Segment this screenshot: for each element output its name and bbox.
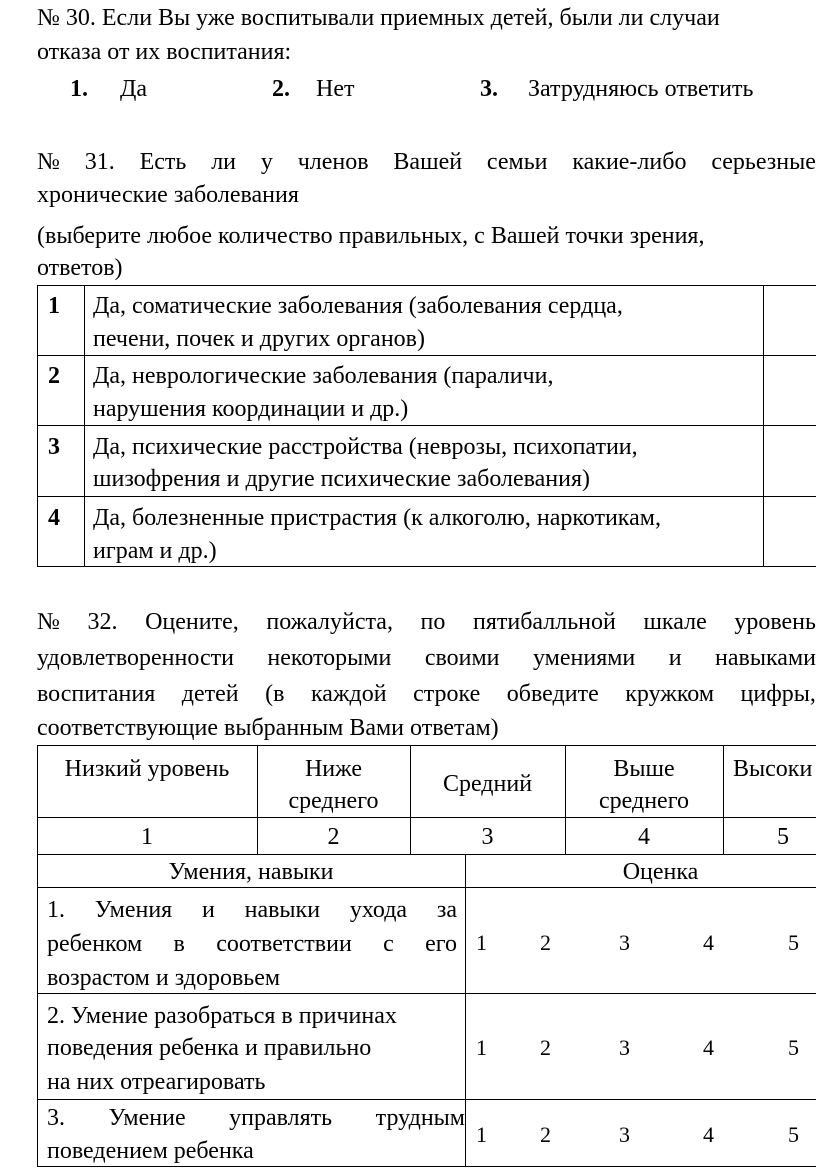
skill-word: трудным xyxy=(375,1105,465,1131)
q32-word: детей xyxy=(181,681,239,707)
scale-table-border xyxy=(37,745,816,746)
q31-row-2-text-line1: Да, неврологические заболевания (параличи, xyxy=(93,363,554,389)
q32-text-line1 xyxy=(37,610,816,634)
q31-word: членов xyxy=(297,149,369,175)
q31-text-line3: (выберите любое количество правильных, с Вашей точки зрения, xyxy=(37,223,705,249)
q30-option-1-number: 1. xyxy=(70,76,88,102)
skills-table-border xyxy=(37,887,816,888)
skill-row-2-text-line1: 2. Умение разобраться в причинах xyxy=(47,1003,397,1029)
score-option[interactable]: 2 xyxy=(540,1035,551,1060)
q31-row-3-number: 3 xyxy=(48,434,60,460)
skill-row-1-text-line1 xyxy=(47,898,457,922)
q32-word: 32. xyxy=(87,609,118,635)
scale-table-border xyxy=(37,854,816,855)
skill-word: ребенком xyxy=(47,931,143,957)
skill-word: 3. xyxy=(47,1105,65,1131)
q31-word: серьезные xyxy=(711,149,816,175)
q32-word: строке xyxy=(413,681,481,707)
skill-word: навыки xyxy=(244,897,321,923)
skill-word: Умения xyxy=(94,897,173,923)
scale-number: 2 xyxy=(327,824,340,850)
skill-word: ухода xyxy=(349,897,408,923)
score-option[interactable]: 5 xyxy=(788,1035,799,1060)
q31-row-4-text-line1: Да, болезненные пристрастия (к алкоголю, наркотикам, xyxy=(93,505,661,531)
score-option[interactable]: 2 xyxy=(540,930,551,955)
score-option[interactable]: 3 xyxy=(619,1035,630,1060)
score-option[interactable]: 5 xyxy=(788,1122,799,1147)
q31-table-border xyxy=(37,285,38,567)
q32-word: пятибалльной xyxy=(472,609,616,635)
q32-text-line2 xyxy=(37,646,816,670)
q31-table-border xyxy=(37,355,816,356)
scale-number: 4 xyxy=(638,824,650,850)
q32-word: некоторыми xyxy=(267,645,392,671)
score-option[interactable]: 3 xyxy=(619,1122,630,1147)
q31-table-border xyxy=(37,496,816,497)
q31-word: семьи xyxy=(486,149,548,175)
q32-word: по xyxy=(420,609,446,635)
q32-word: кружком xyxy=(625,681,715,707)
q32-word: воспитания xyxy=(37,681,156,707)
score-option[interactable]: 1 xyxy=(476,930,487,955)
q31-word: какие-либо xyxy=(572,149,687,175)
scale-number: 3 xyxy=(481,824,494,850)
scale-number: 5 xyxy=(777,824,789,850)
skill-row-1-text-line2 xyxy=(47,932,457,956)
skill-word: 1. xyxy=(47,897,65,923)
skill-row-1-text-line3: возрастом и здоровьем xyxy=(47,965,281,991)
q31-row-2-answer-cell[interactable] xyxy=(764,356,816,425)
scale-header-above-avg-line2: среднего xyxy=(599,788,689,814)
skill-row-2-text-line3: на них отреагировать xyxy=(47,1069,266,1095)
q31-word: у xyxy=(260,149,273,175)
q31-row-2-text-line2: нарушения координации и др.) xyxy=(93,396,409,422)
scale-header-below-avg-line2: среднего xyxy=(288,788,379,814)
q31-text-line1 xyxy=(37,150,816,174)
q30-option-1[interactable] xyxy=(70,77,147,101)
skill-word: с xyxy=(383,931,394,957)
scale-header-average: Средний xyxy=(442,771,533,797)
score-option[interactable]: 4 xyxy=(703,930,714,955)
skills-table-border xyxy=(37,1099,816,1100)
q30-option-2-number: 2. xyxy=(272,76,290,102)
q31-row-1-text-line2: печени, почек и других органов) xyxy=(93,326,426,352)
q31-table-border xyxy=(37,566,816,567)
scale-header-below-avg-line1: Ниже xyxy=(304,756,363,782)
skill-word: его xyxy=(425,931,457,957)
skill-word: в xyxy=(173,931,185,957)
q31-word: Есть xyxy=(139,149,187,175)
q30-text-line2: отказа от их воспитания: xyxy=(37,39,292,65)
q31-row-2-number: 2 xyxy=(48,363,60,389)
q32-word: уровень xyxy=(734,609,816,635)
q31-row-4-text-line2: играм и др.) xyxy=(93,538,217,564)
q31-row-1-number: 1 xyxy=(48,293,60,319)
skills-table-border xyxy=(37,1166,816,1167)
scale-table-border xyxy=(37,817,816,818)
q31-row-4-answer-cell[interactable] xyxy=(764,497,816,566)
skill-word: за xyxy=(436,897,457,923)
q32-word: пожалуйста, xyxy=(266,609,393,635)
skill-word: соответствии xyxy=(216,931,352,957)
score-option[interactable]: 5 xyxy=(788,930,799,955)
q32-word: шкале xyxy=(643,609,707,635)
q31-table-border xyxy=(37,425,816,426)
q32-text-line4: соответствующие выбранным Вами ответам) xyxy=(37,715,499,741)
q30-text-line1: № 30. Если Вы уже воспитывали приемных детей, были ли случаи xyxy=(37,5,720,31)
q31-row-4-number: 4 xyxy=(48,505,60,531)
scale-number: 1 xyxy=(141,824,153,850)
score-option[interactable]: 4 xyxy=(703,1035,714,1060)
q32-word: Оцените, xyxy=(145,609,239,635)
skills-table-border xyxy=(37,854,38,1167)
scale-header-high: Высоки xyxy=(733,756,813,782)
q31-row-1-text-line1: Да, соматические заболевания (заболевания сердца, xyxy=(93,293,623,319)
q31-row-1-answer-cell[interactable] xyxy=(764,286,816,355)
q32-word: навыками xyxy=(715,645,816,671)
q31-word: ли xyxy=(211,149,237,175)
q32-word: умениями xyxy=(532,645,636,671)
q30-option-3[interactable] xyxy=(480,77,753,101)
q30-option-3-number: 3. xyxy=(480,76,498,102)
q31-row-3-answer-cell[interactable] xyxy=(764,426,816,496)
q32-word: цифры, xyxy=(740,681,816,707)
skill-row-2-text-line2: поведения ребенка и правильно xyxy=(47,1035,372,1061)
q32-word: каждой xyxy=(311,681,387,707)
q31-table-border xyxy=(84,285,85,567)
score-option[interactable]: 1 xyxy=(476,1035,487,1060)
scale-header-above-avg-line1: Выше xyxy=(613,756,675,782)
q32-word: удовлетворенности xyxy=(37,645,234,671)
q31-table-border xyxy=(37,285,816,286)
q32-text-line3 xyxy=(37,682,816,706)
q31-row-3-text-line1: Да, психические расстройства (неврозы, психопатии, xyxy=(93,434,638,460)
q30-option-1-label: Да xyxy=(120,76,148,102)
q31-text-line4: ответов) xyxy=(37,255,123,281)
q30-option-2[interactable] xyxy=(272,77,354,101)
q30-option-3-label: Затрудняюсь ответить xyxy=(528,76,754,102)
q31-word: № xyxy=(37,149,60,175)
score-column-header: Оценка xyxy=(622,859,699,885)
score-option[interactable]: 4 xyxy=(703,1122,714,1147)
q31-word: 31. xyxy=(84,149,115,175)
q30-option-2-label: Нет xyxy=(316,76,355,102)
skills-table-border xyxy=(37,993,816,994)
q32-word: своими xyxy=(424,645,500,671)
skill-row-3-text-line2: поведением ребенка xyxy=(47,1138,254,1164)
q32-word: (в xyxy=(265,681,285,707)
skill-word: управлять xyxy=(229,1105,333,1131)
skills-table-border xyxy=(465,854,466,1167)
q31-row-3-text-line2: шизофрения и другие психические заболевания) xyxy=(93,466,591,492)
q32-word: и xyxy=(668,645,682,671)
scale-header-low: Низкий уровень xyxy=(64,756,230,782)
q32-word: № xyxy=(37,609,60,635)
skills-column-header: Умения, навыки xyxy=(168,859,334,885)
score-option[interactable]: 2 xyxy=(540,1122,551,1147)
skill-row-3-text-line1 xyxy=(47,1106,465,1130)
skill-word: и xyxy=(201,897,215,923)
score-option[interactable]: 1 xyxy=(476,1122,487,1147)
q31-text-line2: хронические заболевания xyxy=(37,182,299,208)
skill-word: Умение xyxy=(108,1105,186,1131)
score-option[interactable]: 3 xyxy=(619,930,630,955)
q31-word: Вашей xyxy=(393,149,463,175)
q32-word: обведите xyxy=(506,681,599,707)
